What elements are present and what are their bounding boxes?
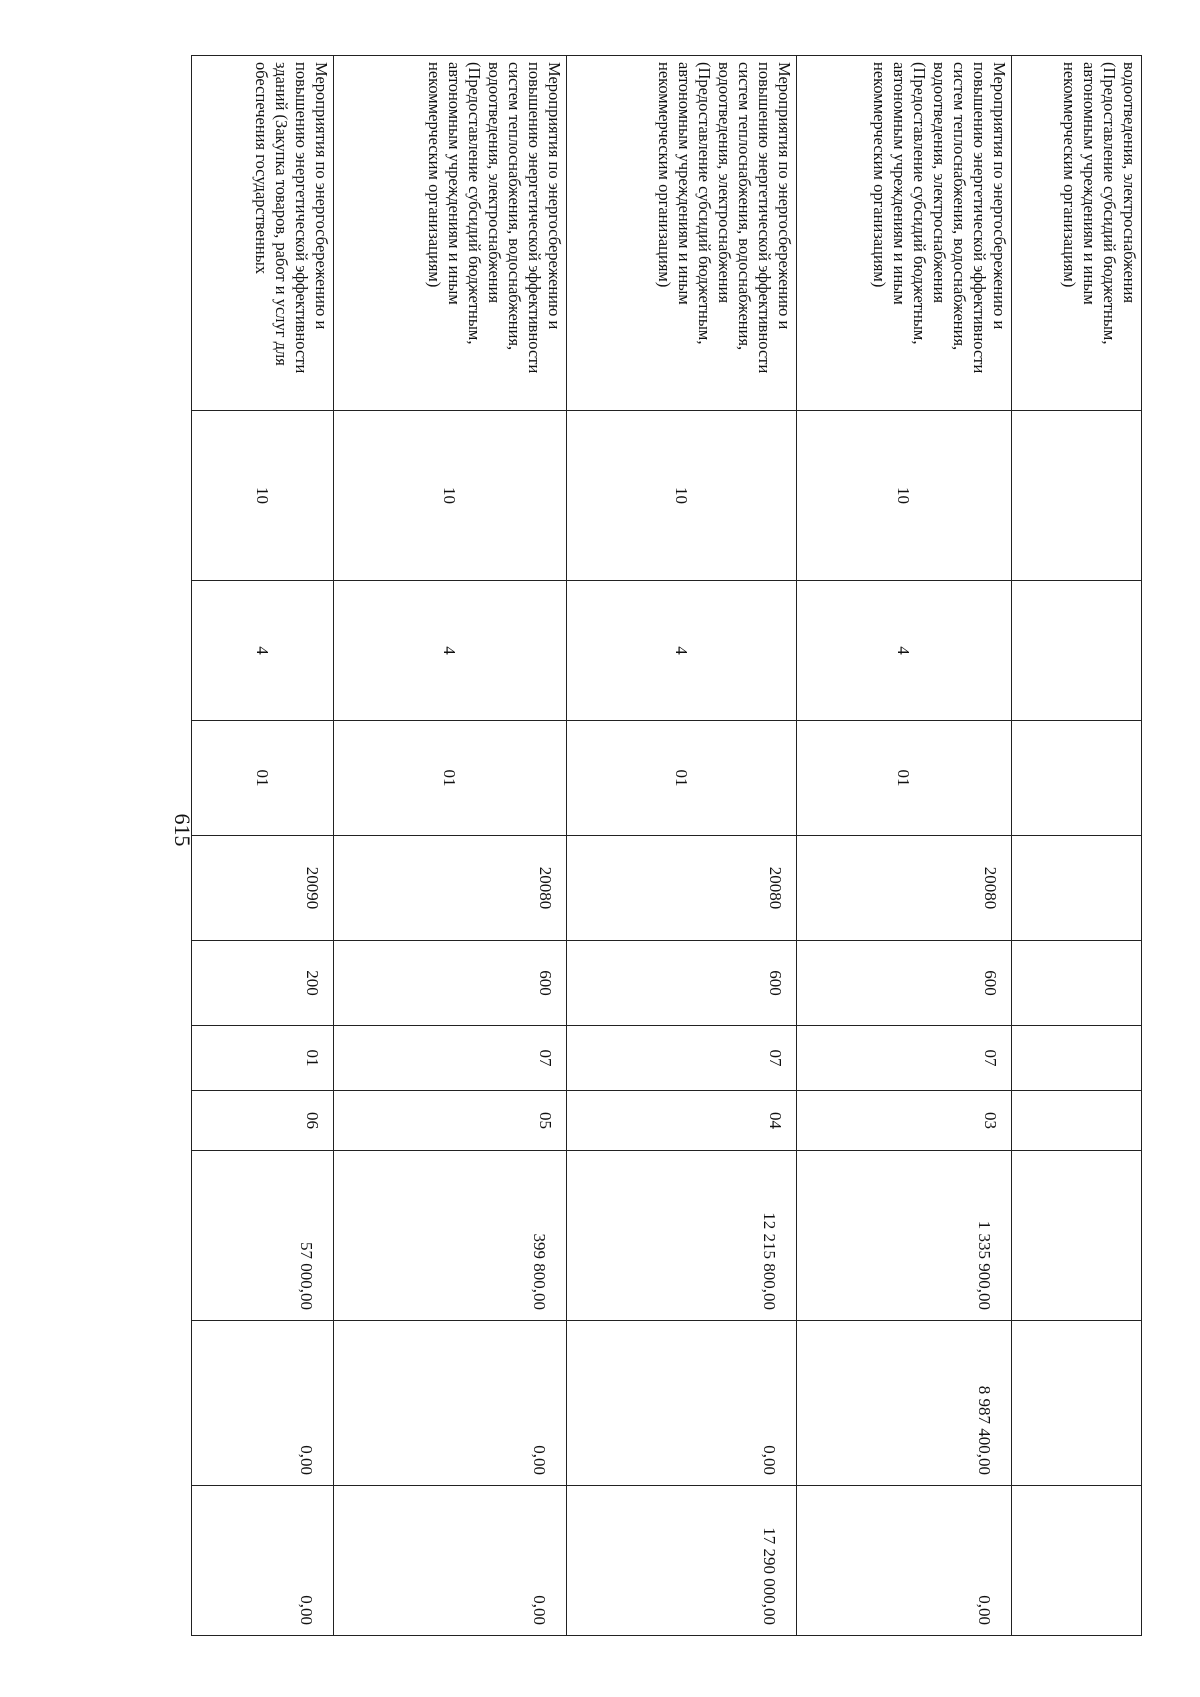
amount-col-2: 0,00 <box>567 1321 797 1486</box>
code-col-6: 07 <box>797 1026 1012 1091</box>
code-col-2: 4 <box>567 581 797 721</box>
code-col-1: 10 <box>334 411 567 581</box>
code-col-4: 20080 <box>334 836 567 941</box>
code-col-2 <box>1012 581 1142 721</box>
table-row <box>192 56 334 1636</box>
code-col-6: 07 <box>567 1026 797 1091</box>
row-description: Мероприятия по энергосбережению и повышению энергетической эффективности систем теплоснабжения, водоснабжения, водоотведения, электроснабжения (Предоставление субсидий бюджетным, автономным учреждениям и иным некоммерческим организациям) <box>797 56 1012 411</box>
code-col-2: 4 <box>192 581 334 721</box>
code-col-5: 600 <box>567 941 797 1026</box>
table-row <box>1012 56 1142 1636</box>
code-col-7 <box>1012 1091 1142 1151</box>
amount-col-2: 8 987 400,00 <box>797 1321 1012 1486</box>
row-description: Мероприятия по энергосбережению и повышению энергетической эффективности систем теплоснабжения, водоснабжения, водоотведения, электроснабжения (Предоставление субсидий бюджетным, автономным учреждениям и иным некоммерческим организациям) <box>567 56 797 411</box>
amount-col-2: 0,00 <box>192 1321 334 1486</box>
row-description: Мероприятия по энергосбережению и повышению энергетической эффективности зданий (Закупка товаров, работ и услуг для обеспечения государственных <box>192 56 334 411</box>
row-description: водоотведения, электроснабжения (Предоставление субсидий бюджетным, автономным учреждениям и иным некоммерческим организациям) <box>1012 56 1142 411</box>
code-col-4: 20080 <box>797 836 1012 941</box>
amount-col-1: 1 335 900,00 <box>797 1151 1012 1321</box>
code-col-3: 01 <box>334 721 567 836</box>
amount-col-1 <box>1012 1151 1142 1321</box>
amount-col-3: 17 290 000,00 <box>567 1486 797 1636</box>
code-col-1: 10 <box>797 411 1012 581</box>
code-col-5: 600 <box>334 941 567 1026</box>
amount-col-2: 0,00 <box>334 1321 567 1486</box>
table-row <box>334 56 567 1636</box>
code-col-1 <box>1012 411 1142 581</box>
code-col-3 <box>1012 721 1142 836</box>
amount-col-3: 0,00 <box>334 1486 567 1636</box>
code-col-1: 10 <box>567 411 797 581</box>
amount-col-3 <box>1012 1486 1142 1636</box>
code-col-5: 200 <box>192 941 334 1026</box>
code-col-7: 05 <box>334 1091 567 1151</box>
code-col-6: 01 <box>192 1026 334 1091</box>
code-col-4: 20090 <box>192 836 334 941</box>
code-col-7: 03 <box>797 1091 1012 1151</box>
code-col-4: 20080 <box>567 836 797 941</box>
code-col-3: 01 <box>192 721 334 836</box>
row-description: Мероприятия по энергосбережению и повышению энергетической эффективности систем теплоснабжения, водоснабжения, водоотведения, электроснабжения (Предоставление субсидий бюджетным, автономным учреждениям и иным некоммерческим организациям) <box>334 56 567 411</box>
code-col-5 <box>1012 941 1142 1026</box>
code-col-2: 4 <box>334 581 567 721</box>
page-number: 615 <box>170 813 195 847</box>
budget-table <box>191 55 1142 1636</box>
code-col-7: 06 <box>192 1091 334 1151</box>
code-col-3: 01 <box>797 721 1012 836</box>
amount-col-2 <box>1012 1321 1142 1486</box>
amount-col-1: 399 800,00 <box>334 1151 567 1321</box>
code-col-7: 04 <box>567 1091 797 1151</box>
code-col-1: 10 <box>192 411 334 581</box>
code-col-2: 4 <box>797 581 1012 721</box>
amount-col-1: 57 000,00 <box>192 1151 334 1321</box>
table-row <box>567 56 797 1636</box>
table-row <box>797 56 1012 1636</box>
amount-col-3: 0,00 <box>192 1486 334 1636</box>
code-col-6: 07 <box>334 1026 567 1091</box>
amount-col-3: 0,00 <box>797 1486 1012 1636</box>
code-col-3: 01 <box>567 721 797 836</box>
amount-col-1: 12 215 800,00 <box>567 1151 797 1321</box>
code-col-6 <box>1012 1026 1142 1091</box>
code-col-5: 600 <box>797 941 1012 1026</box>
code-col-4 <box>1012 836 1142 941</box>
